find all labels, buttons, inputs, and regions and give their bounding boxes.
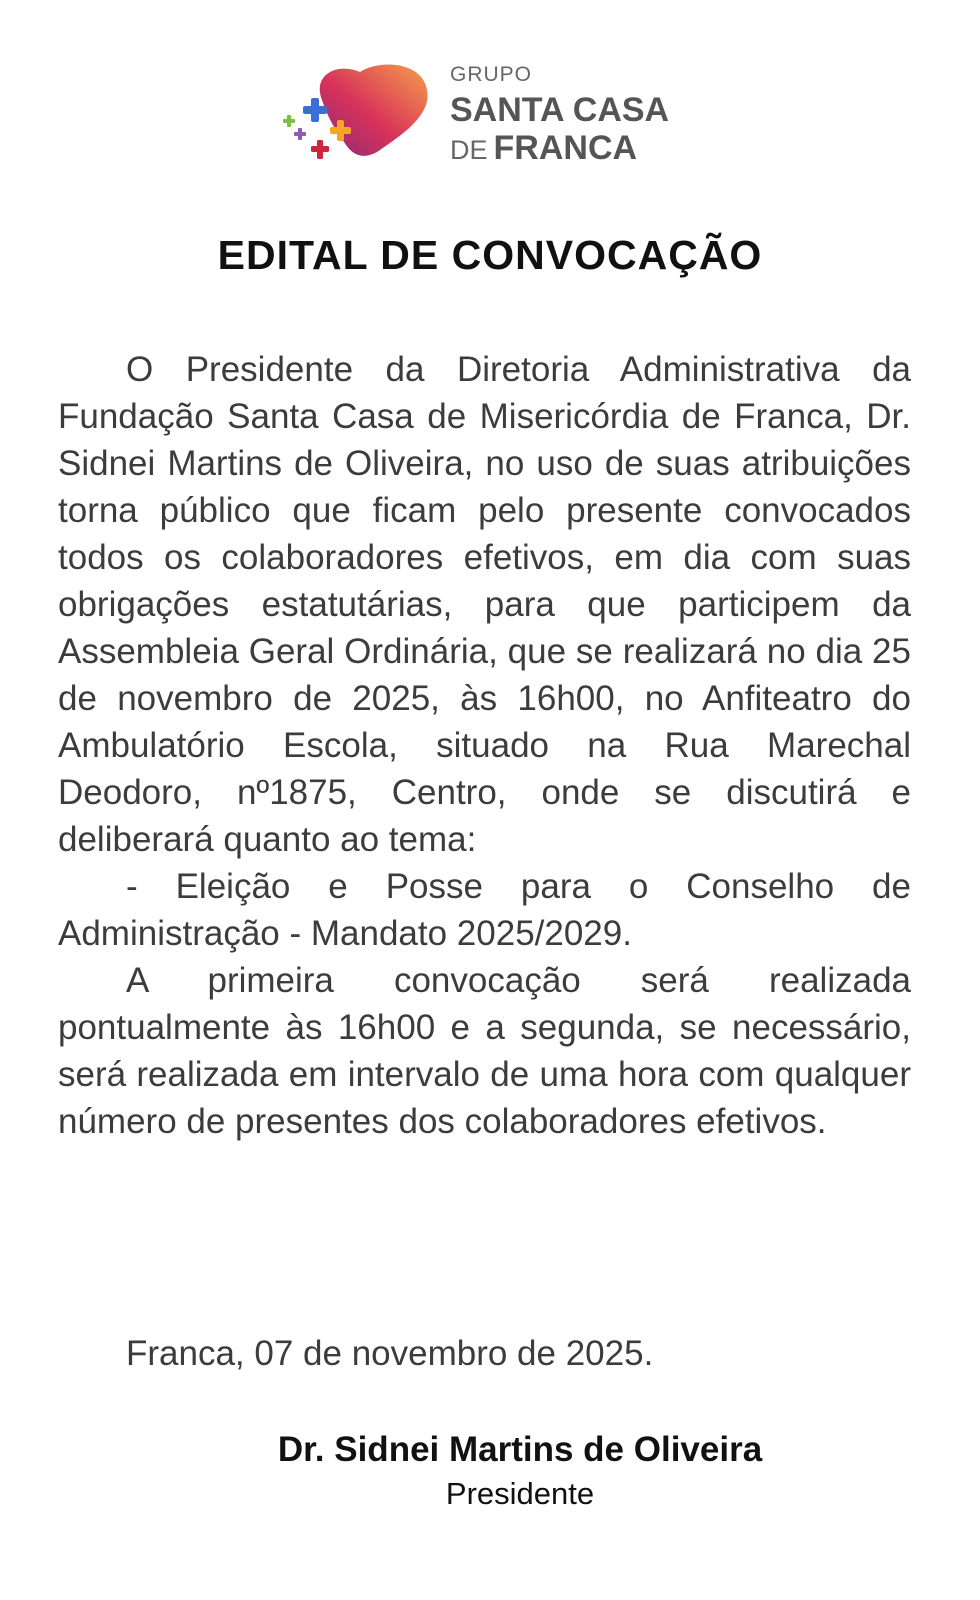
logo [282,60,682,170]
paragraph-convocation-times: A primeira convocação será realizada pontualmente às 16h00 e a segunda, se necessário, será realizada em intervalo de uma hora com qualquer número de presentes dos colaboradores efetivos. [58,961,911,1141]
signatory-name: Dr. Sidnei Martins de Oliveira [277,1430,763,1469]
logo-santa-casa-text: SANTA CASA [450,91,670,129]
logo-de-text: DE [450,135,488,165]
santa-casa-heart-logo-icon [282,60,432,165]
cross-green-icon [283,115,295,127]
cross-purple-icon [294,128,306,140]
cross-red-icon [311,140,329,159]
document-body [58,346,911,1145]
signatory-role: Presidente [445,1476,595,1511]
paragraph-agenda-item: - Eleição e Posse para o Conselho de Administração - Mandato 2025/2029. [58,867,911,953]
logo-franca-text: FRANCA [493,129,638,167]
logo-grupo-text: GRUPO [450,63,533,86]
logo-de-franca-text [450,131,669,165]
date-line: Franca, 07 de novembro de 2025. [126,1334,654,1373]
logo-wordmark [450,60,669,165]
document-title: EDITAL DE CONVOCAÇÃO [217,232,763,278]
paragraph-convocation: O Presidente da Diretoria Administrativa da Fundação Santa Casa de Misericórdia de Franca, Dr. Sidnei Martins de Oliveira, no uso de suas atribuições torna público que ficam pelo presente convocados todos os colaboradores efetivos, em dia com suas obrigações estatutárias, para que participem da Assembleia Geral Ordinária, que se realizará no dia 25 de novembro de 2025, às 16h00, no Anfiteatro do Ambulatório Escola, situado na Rua Marechal Deodoro, nº1875, Centro, onde se discutirá e deliberará quanto ao tema: [58,350,911,859]
